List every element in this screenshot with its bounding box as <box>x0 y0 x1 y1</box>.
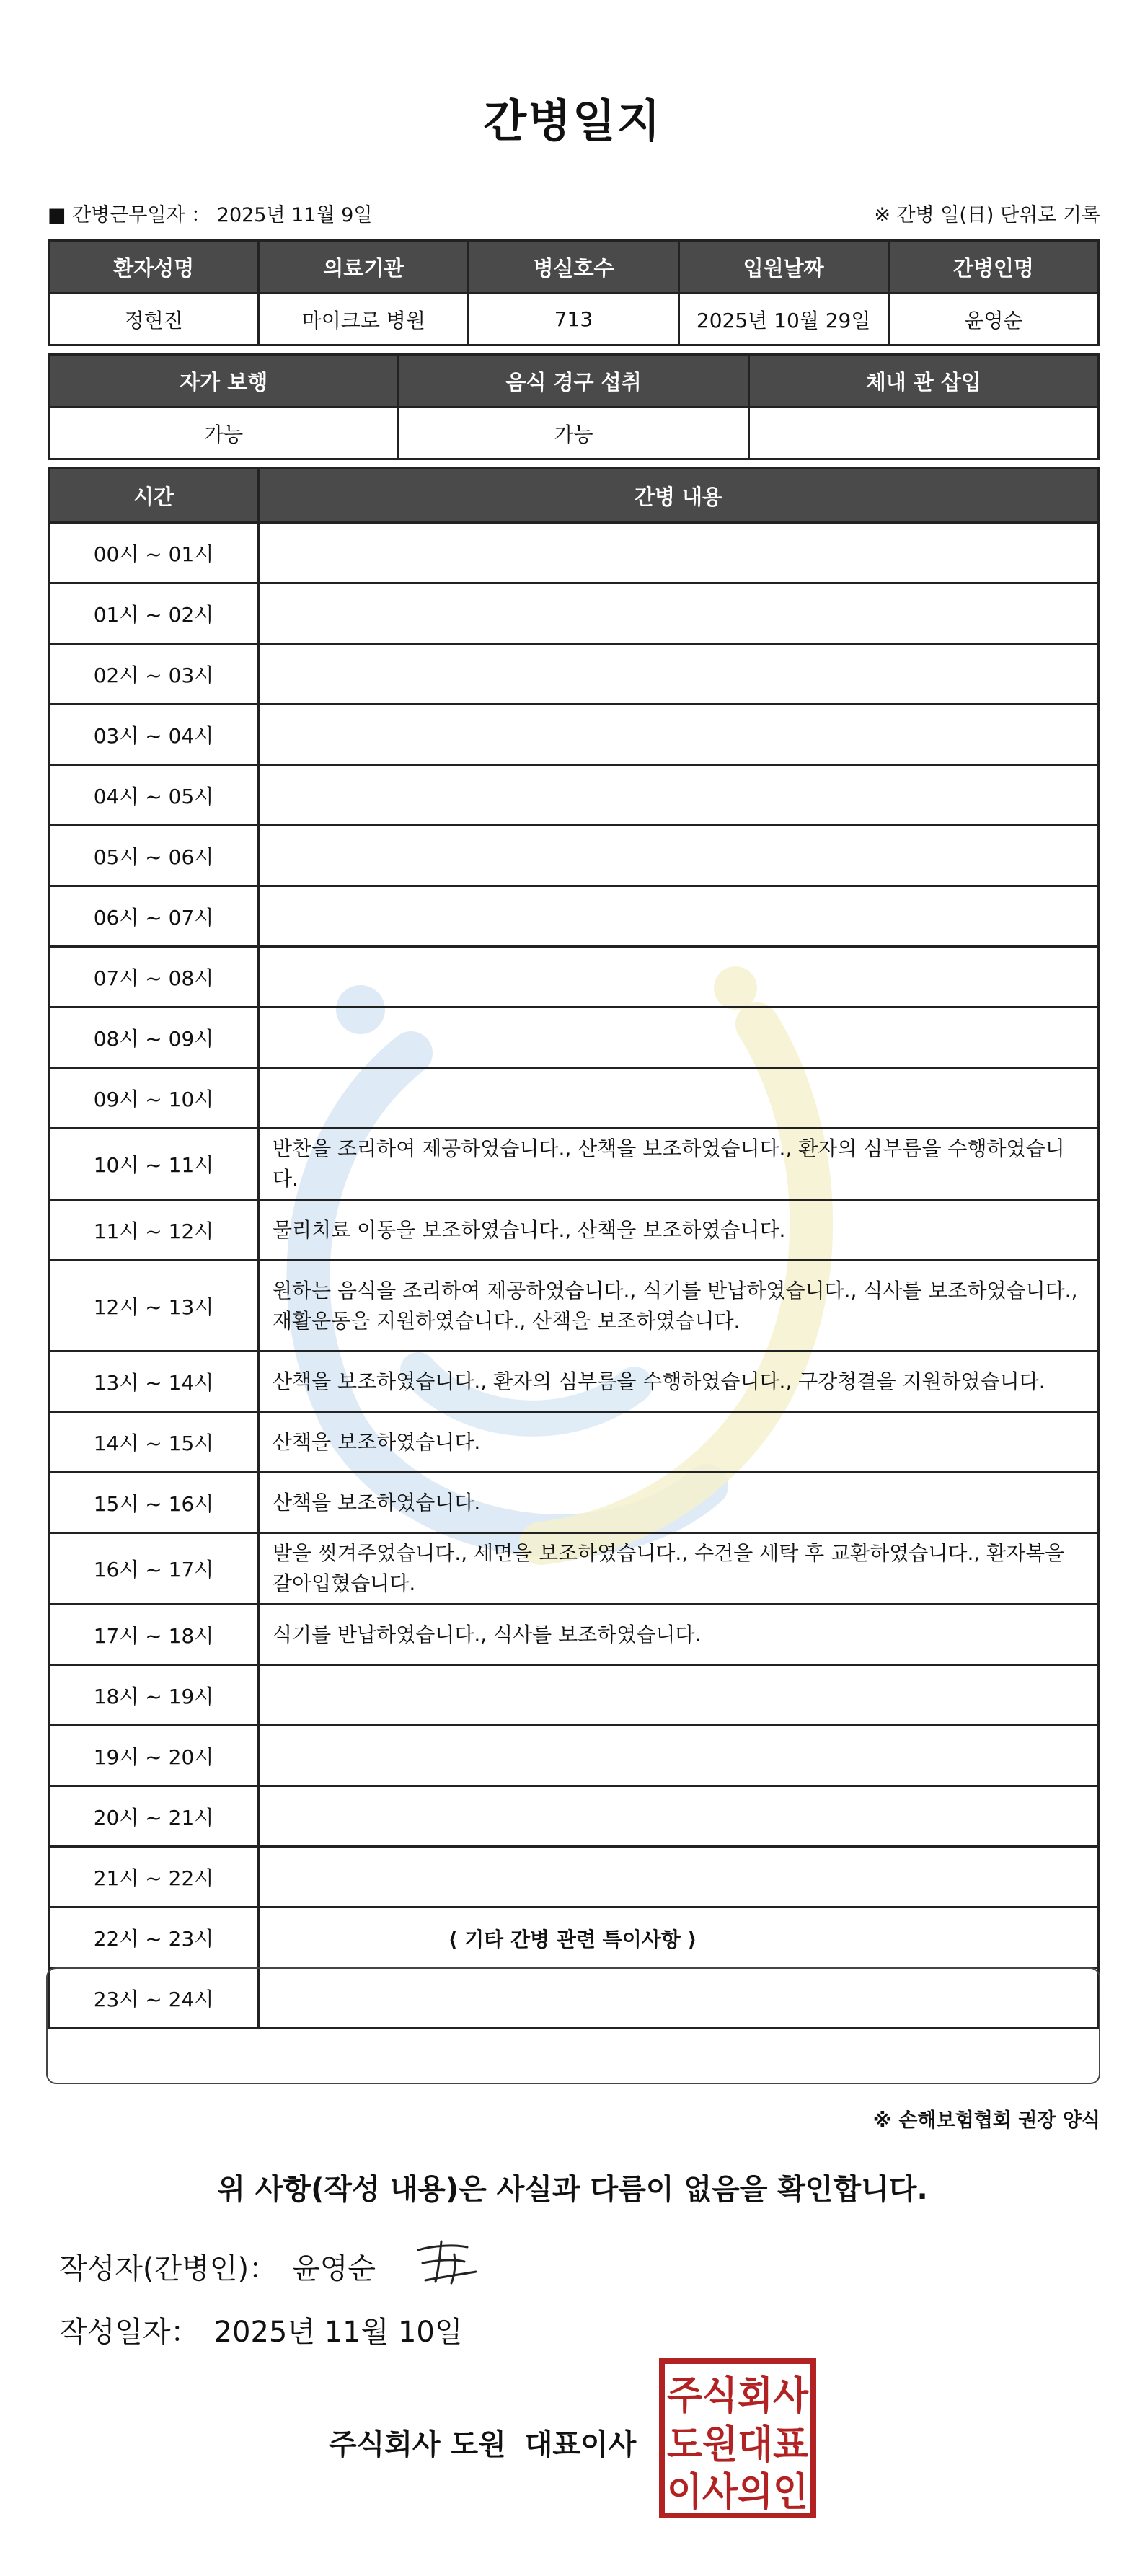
time-slot: 01시 ~ 02시 <box>49 583 259 644</box>
caregiver-name: 윤영순 <box>888 294 1098 345</box>
header-caregiver-name: 간병인명 <box>888 241 1098 294</box>
time-slot: 02시 ~ 03시 <box>49 644 259 705</box>
work-date-value: 2025년 11월 9일 <box>216 204 373 226</box>
time-slot: 23시 ~ 24시 <box>49 1968 259 2029</box>
tube-insertion-value <box>748 407 1098 459</box>
time-slot: 22시 ~ 23시 <box>49 1907 259 1968</box>
header-tube-insertion: 체내 관 삽입 <box>748 355 1098 407</box>
time-slot: 21시 ~ 22시 <box>49 1847 259 1907</box>
company-name: 주식회사 도원 <box>329 2428 506 2461</box>
time-slot: 19시 ~ 20시 <box>49 1726 259 1786</box>
seal-line-1: 주식회사 <box>667 2372 809 2418</box>
care-log-row <box>49 1533 1099 1605</box>
care-log-row <box>49 523 1099 583</box>
care-content <box>259 826 1099 886</box>
care-log-row <box>49 1007 1099 1068</box>
time-slot: 00시 ~ 01시 <box>49 523 259 583</box>
time-slot: 06시 ~ 07시 <box>49 886 259 947</box>
care-content: 원하는 음식을 조리하여 제공하였습니다., 식기를 반납하였습니다., 식사를 보조하였습니다., 재활운동을 지원하였습니다., 산책을 보조하였습니다. <box>259 1261 1099 1351</box>
care-content <box>259 947 1099 1007</box>
care-content: 산책을 보조하였습니다. <box>259 1473 1099 1533</box>
care-log-row <box>49 1786 1099 1847</box>
time-slot: 03시 ~ 04시 <box>49 705 259 765</box>
header-patient-name: 환자성명 <box>49 241 259 294</box>
work-date-line <box>48 199 372 227</box>
care-content <box>259 644 1099 705</box>
care-log-rows <box>49 523 1099 2029</box>
header-hospital: 의료기관 <box>259 241 469 294</box>
time-slot: 16시 ~ 17시 <box>49 1533 259 1605</box>
care-log-row <box>49 886 1099 947</box>
header-room-number: 병실호수 <box>469 241 678 294</box>
written-date-label: 작성일자： <box>59 2316 200 2349</box>
care-content <box>259 1007 1099 1068</box>
care-content <box>259 523 1099 583</box>
care-log-row <box>49 1200 1099 1261</box>
care-log-row <box>49 1665 1099 1726</box>
care-log-row <box>49 1726 1099 1786</box>
care-content: 물리치료 이동을 보조하였습니다., 산책을 보조하였습니다. <box>259 1200 1099 1261</box>
notes-title: ⟨ 기타 간병 관련 특이사항 ⟩ <box>448 1928 697 1951</box>
care-content <box>259 583 1099 644</box>
header-care-content: 간병 내용 <box>259 469 1099 523</box>
time-slot: 13시 ~ 14시 <box>49 1351 259 1412</box>
form-source-note: ※ 손해보험협회 권장 양식 <box>872 2109 1100 2132</box>
writer-line <box>59 2246 376 2287</box>
care-log-table <box>48 467 1100 2029</box>
header-time: 시간 <box>49 469 259 523</box>
care-content: 발을 씻겨주었습니다., 세면을 보조하였습니다., 수건을 세탁 후 교환하였습니다., 환자복을 갈아입혔습니다. <box>259 1533 1099 1605</box>
time-slot: 20시 ~ 21시 <box>49 1786 259 1847</box>
header-oral-intake: 음식 경구 섭취 <box>399 355 748 407</box>
header-self-walking: 자가 보행 <box>49 355 399 407</box>
seal-line-2: 도원대표 <box>667 2421 808 2467</box>
care-log-row <box>49 1129 1099 1200</box>
care-log-row <box>49 705 1099 765</box>
care-content: 식기를 반납하였습니다., 식사를 보조하였습니다. <box>259 1605 1099 1665</box>
care-log-row <box>49 1068 1099 1129</box>
care-content <box>259 765 1099 826</box>
time-slot: 18시 ~ 19시 <box>49 1665 259 1726</box>
time-slot: 12시 ~ 13시 <box>49 1261 259 1351</box>
patient-status-table <box>48 353 1100 460</box>
room-number: 713 <box>469 294 678 345</box>
care-log-row <box>49 1351 1099 1412</box>
work-date-label: ■ 간병근무일자 ： <box>48 204 211 226</box>
time-slot: 04시 ~ 05시 <box>49 765 259 826</box>
special-notes-box <box>46 1967 1100 2084</box>
time-slot: 05시 ~ 06시 <box>49 826 259 886</box>
company-seal-stamp <box>658 2357 818 2520</box>
oral-intake-value: 가능 <box>399 407 748 459</box>
time-slot: 10시 ~ 11시 <box>49 1129 259 1200</box>
representative-title: 대표이사 <box>524 2428 637 2461</box>
care-log-row <box>49 947 1099 1007</box>
confirmation-statement: 위 사항(작성 내용)은 사실과 다름이 없음을 확인합니다. <box>217 2173 928 2206</box>
care-log-row <box>49 583 1099 644</box>
time-slot: 14시 ~ 15시 <box>49 1412 259 1473</box>
care-log-row <box>49 1847 1099 1907</box>
written-date-value: 2025년 11월 10일 <box>213 2316 463 2349</box>
time-slot: 09시 ~ 10시 <box>49 1068 259 1129</box>
self-walking-value: 가능 <box>49 407 399 459</box>
writer-name: 윤영순 <box>292 2252 376 2285</box>
care-content <box>259 1847 1099 1907</box>
care-log-row <box>49 644 1099 705</box>
care-log-row <box>49 1473 1099 1533</box>
care-content <box>259 1726 1099 1786</box>
care-log-row <box>49 1261 1099 1351</box>
care-content: 산책을 보조하였습니다., 환자의 심부름을 수행하였습니다., 구강청결을 지원하였습니다. <box>259 1351 1099 1412</box>
seal-line-3: 이사의인 <box>667 2469 808 2515</box>
record-unit-note: ※ 간병 일(日) 단위로 기록 <box>874 204 1100 226</box>
time-slot: 11시 ~ 12시 <box>49 1200 259 1261</box>
care-log-row <box>49 1412 1099 1473</box>
time-slot: 17시 ~ 18시 <box>49 1605 259 1665</box>
care-content <box>259 1665 1099 1726</box>
writer-label: 작성자(간병인)： <box>59 2252 278 2285</box>
care-content <box>259 886 1099 947</box>
company-line <box>329 2422 636 2463</box>
care-log-row <box>49 765 1099 826</box>
patient-info-table <box>48 239 1100 346</box>
care-content: 반찬을 조리하여 제공하였습니다., 산책을 보조하였습니다., 환자의 심부름을 수행하였습니다. <box>259 1129 1099 1200</box>
time-slot: 08시 ~ 09시 <box>49 1007 259 1068</box>
admission-date: 2025년 10월 29일 <box>678 294 888 345</box>
header-admission-date: 입원날짜 <box>678 241 888 294</box>
handwritten-signature <box>404 2234 483 2292</box>
time-slot: 07시 ~ 08시 <box>49 947 259 1007</box>
time-slot: 15시 ~ 16시 <box>49 1473 259 1533</box>
care-log-row <box>49 826 1099 886</box>
written-date-line <box>59 2309 463 2350</box>
hospital-name: 마이크로 병원 <box>259 294 469 345</box>
patient-name: 정현진 <box>49 294 259 345</box>
care-content: 산책을 보조하였습니다. <box>259 1412 1099 1473</box>
care-content <box>259 705 1099 765</box>
document-title: 간병일지 <box>483 94 662 147</box>
care-log-row <box>49 1605 1099 1665</box>
care-content <box>259 1786 1099 1847</box>
care-content <box>259 1068 1099 1129</box>
